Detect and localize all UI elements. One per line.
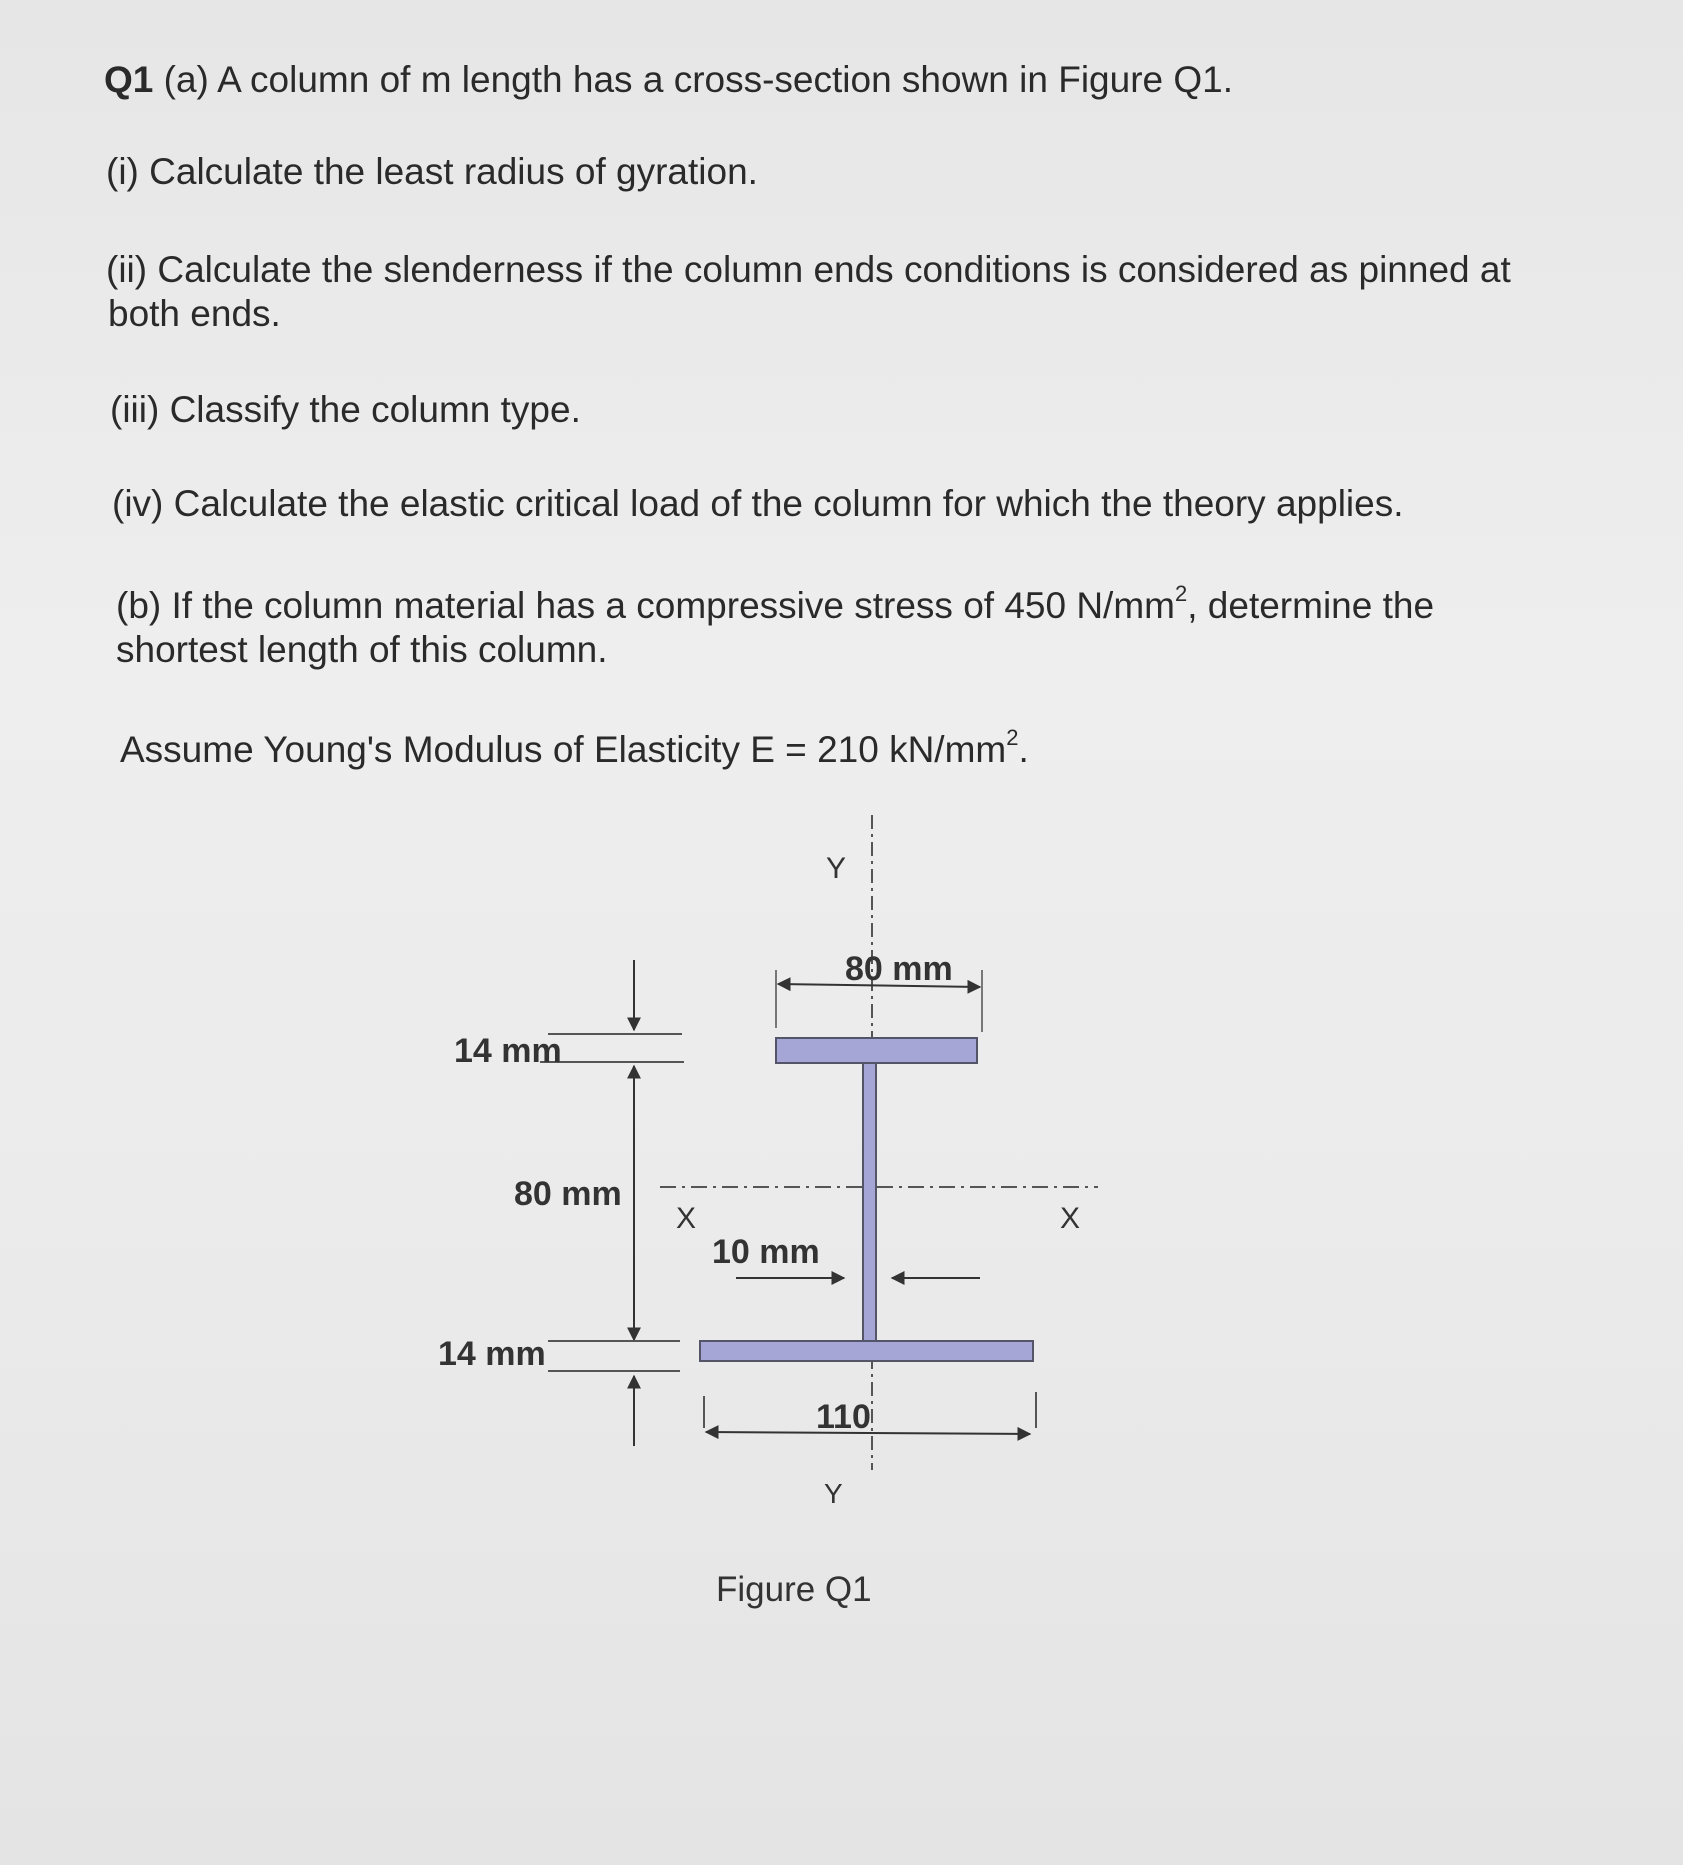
figure-caption: Figure Q1	[716, 1570, 872, 1609]
sub-question-iii: (iii) Classify the column type.	[110, 389, 581, 430]
sub-question-i: (i) Calculate the least radius of gyration.	[106, 151, 758, 192]
label-top-flange-thickness: 14 mm	[454, 1032, 562, 1070]
label-top-flange-width: 80 mm	[845, 950, 953, 988]
label-axis-x-right: X	[1060, 1202, 1081, 1235]
label-web-height: 80 mm	[514, 1175, 622, 1213]
top-flange	[776, 1038, 977, 1063]
part-b-text-end: , determine the	[1187, 585, 1435, 626]
assumption-text: Assume Young's Modulus of Elasticity E = 210 kN/mm	[120, 729, 1007, 770]
sub-question-iv: (iv) Calculate the elastic critical load of the column for which the theory applies.	[112, 483, 1404, 524]
assumption-text-end: .	[1018, 729, 1029, 770]
question-number: Q1	[104, 59, 154, 100]
label-axis-y-top: Y	[826, 852, 847, 885]
part-a-intro: (a) A column of m length has a cross-section shown in Figure Q1.	[163, 59, 1234, 100]
assumption-superscript: 2	[1006, 725, 1019, 750]
part-b-superscript: 2	[1174, 581, 1188, 606]
sub-question-ii-line2: both ends.	[108, 293, 281, 334]
label-bottom-flange-thickness: 14 mm	[438, 1335, 546, 1373]
sub-question-ii-line1: (ii) Calculate the slenderness if the column ends conditions is considered as pinned at	[106, 249, 1511, 290]
part-b-line2: shortest length of this column.	[116, 629, 608, 670]
part-b-text: (b) If the column material has a compressive stress of 450 N/mm	[116, 585, 1175, 626]
label-axis-y-bottom: Y	[824, 1478, 843, 1509]
label-axis-x-left: X	[676, 1202, 697, 1235]
label-web-thickness: 10 mm	[712, 1233, 820, 1271]
web	[863, 1063, 876, 1341]
label-bottom-flange-width: 110	[816, 1398, 871, 1436]
bottom-flange	[700, 1341, 1033, 1361]
